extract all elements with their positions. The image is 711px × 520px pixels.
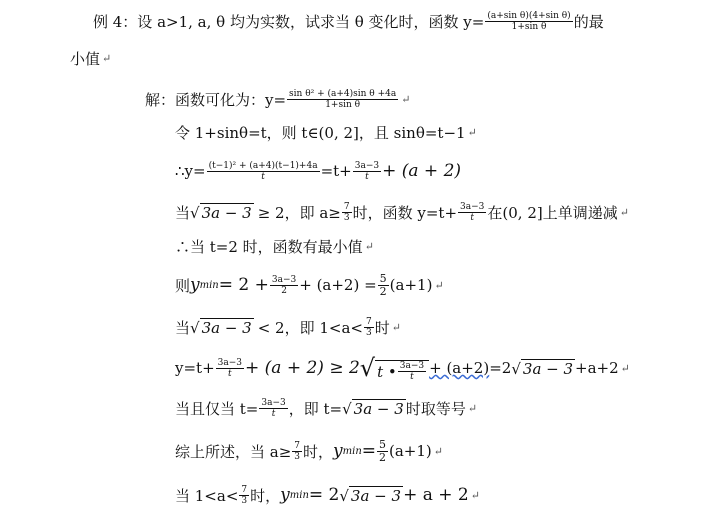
example-numerator: (a+sin θ)(4+sin θ)	[487, 10, 571, 21]
transform-numerator: (t−1)² + (a+4)(t−1)+4a	[208, 160, 318, 171]
sqrt-radicand: 3a − 3	[201, 318, 252, 337]
summary1-b: 时，	[303, 442, 334, 461]
fraction-numerator: 3a−3	[261, 397, 286, 408]
fraction-denominator: t	[228, 368, 232, 379]
transform-denominator-2: t	[365, 171, 369, 182]
condition-line-1	[175, 196, 629, 228]
fraction-numerator: 3a−3	[460, 201, 485, 212]
substitution-text: 令 1+sinθ=t，则 t∈(0, 2]，且 sinθ=t−1	[175, 123, 466, 142]
sqrt-radicand: 3a − 3	[201, 203, 252, 222]
solution-denominator: 1+sin θ	[325, 99, 361, 110]
summary2-d: + a + 2	[403, 485, 469, 505]
minimum-text: ∴当 t=2 时，函数有最小值	[175, 237, 363, 256]
fraction-numerator: 7	[366, 316, 372, 327]
sqrt-product-t: t •	[377, 362, 397, 381]
inequality-a: y=t+	[175, 359, 215, 377]
minimum-line	[175, 234, 374, 258]
transform-denominator: t	[261, 171, 265, 182]
condition2-b: < 2，即 1<a<	[257, 318, 363, 337]
seven-thirds-fraction	[342, 202, 352, 223]
equality-condition-line	[175, 392, 477, 424]
condition1-fraction	[458, 202, 486, 223]
ymin1-c: + (a+2) =	[299, 276, 377, 294]
fraction-numerator: 7	[241, 484, 248, 495]
sqrt-expression	[190, 203, 254, 222]
summary1-y: y	[333, 441, 343, 461]
paragraph-mark: ↵	[401, 92, 411, 106]
fraction-numerator: 5	[379, 437, 387, 451]
five-halves-fraction	[377, 439, 388, 464]
sqrt-product	[360, 354, 429, 382]
fraction-denominator: 3	[366, 327, 372, 338]
fraction-denominator: t	[470, 212, 475, 223]
example-fraction	[485, 11, 572, 32]
summary1-d: (a+1)	[389, 442, 432, 460]
seven-thirds-fraction	[239, 485, 249, 506]
fraction-denominator: 3	[343, 212, 350, 223]
sqrt-product-fraction	[398, 361, 426, 382]
sqrt-symbol: √	[359, 354, 376, 382]
fraction-numerator: 7	[343, 201, 350, 212]
ymin1-b: = 2 +	[218, 275, 269, 295]
summary2-y: y	[280, 485, 290, 505]
summary-line-1	[175, 434, 443, 468]
sqrt-radicand: 3a − 3	[522, 359, 574, 378]
seven-thirds-fraction	[292, 441, 302, 462]
substitution-line	[175, 120, 477, 144]
sqrt-expression	[190, 318, 254, 337]
paragraph-mark: ↵	[470, 488, 480, 502]
condition-line-2	[175, 312, 401, 342]
fraction-numerator: 7	[294, 440, 301, 451]
sqrt-symbol: √	[190, 203, 200, 222]
inequality-e: +a+2	[575, 359, 619, 377]
transform-numerator-2: 3a−3	[354, 160, 380, 171]
paragraph-mark: ↵	[433, 444, 443, 458]
equality-fraction	[259, 398, 287, 419]
paragraph-mark: ↵	[102, 51, 112, 65]
summary1-c: =	[361, 441, 377, 461]
ymin1-sub: min	[199, 279, 219, 291]
equality-b: ，即 t=	[288, 399, 343, 418]
condition1-a: 当	[175, 203, 191, 222]
condition1-b: ≥ 2，即 a≥	[257, 203, 341, 222]
fraction-denominator: 2	[379, 284, 387, 298]
example-tail: 的最	[573, 12, 604, 31]
sqrt-radicand: 3a − 3	[353, 399, 404, 418]
solution-numerator: sin θ² + (a+4)sin θ +4a	[289, 88, 397, 99]
example-lead: 例 4：设 a>1, a, θ 均为实数，试求当 θ 变化时，函数 y=	[93, 12, 485, 31]
summary2-b: 时，	[250, 486, 281, 505]
sqrt-expression	[339, 486, 403, 505]
paragraph-mark: ↵	[467, 125, 477, 139]
inequality-line	[175, 348, 630, 388]
paragraph-mark: ↵	[391, 320, 401, 334]
paragraph-mark: ↵	[467, 401, 478, 415]
sqrt-symbol: √	[342, 399, 352, 418]
paragraph-mark: ↵	[619, 205, 629, 219]
paragraph-mark: ↵	[364, 239, 374, 253]
summary1-sub: min	[342, 445, 362, 457]
solution-lead: 解：函数可化为：y=	[145, 90, 287, 109]
sqrt-expression	[342, 399, 406, 418]
sqrt-product-radicand	[375, 360, 429, 382]
example-line2-text: 小值	[70, 49, 101, 68]
summary1-a: 综上所述，当 a≥	[175, 442, 292, 461]
sqrt-symbol: √	[190, 318, 200, 337]
fraction-denominator: 3	[241, 495, 248, 506]
summary-line-2	[175, 478, 480, 512]
ymin-line-1	[175, 268, 444, 302]
inequality-b: + (a + 2) ≥ 2	[245, 358, 360, 378]
fraction-denominator: 3	[294, 451, 301, 462]
transform-fraction-2	[353, 161, 381, 182]
equality-a: 当且仅当 t=	[175, 399, 259, 418]
equality-c: 时取等号	[405, 399, 466, 418]
transform-mid: =t+	[320, 162, 352, 180]
ymin1-d: (a+1)	[389, 276, 433, 294]
example-line-2	[70, 46, 111, 70]
fraction-numerator: 3a−3	[217, 357, 242, 368]
condition2-c: 时	[374, 318, 390, 337]
fraction-denominator: 2	[379, 450, 387, 464]
condition2-a: 当	[175, 318, 191, 337]
sqrt-symbol: √	[511, 359, 521, 378]
ymin1-y: y	[190, 275, 200, 295]
five-halves-fraction	[378, 273, 389, 298]
fraction-numerator: 3a−3	[399, 361, 425, 371]
sqrt-expression	[511, 359, 575, 378]
transform-fraction	[207, 161, 320, 182]
fraction-denominator: 2	[281, 285, 287, 296]
transform-line	[175, 154, 461, 188]
solution-line	[145, 84, 410, 114]
transform-tail: + (a + 2)	[382, 161, 462, 181]
fraction-denominator: t	[410, 372, 414, 382]
condition1-c: 时，函数 y=t+	[352, 203, 458, 222]
fraction-numerator: 3a−3	[271, 274, 297, 285]
inequality-c: + (a+2)	[429, 359, 490, 377]
transform-prefix: ∴y=	[175, 162, 206, 180]
paragraph-mark: ↵	[434, 278, 444, 292]
summary2-sub: min	[289, 489, 309, 501]
ymin1-a: 则	[175, 276, 191, 295]
paragraph-mark: ↵	[620, 361, 630, 375]
solution-fraction	[287, 89, 398, 110]
seven-thirds-fraction	[364, 317, 374, 338]
summary2-a: 当 1<a<	[175, 486, 239, 505]
ymin1-fraction	[270, 275, 298, 296]
summary2-c: = 2	[308, 485, 340, 505]
inequality-d: =2	[489, 359, 512, 377]
sqrt-symbol: √	[339, 486, 349, 505]
fraction-numerator: 5	[379, 271, 387, 285]
example-denominator: 1+sin θ	[511, 21, 547, 32]
example-line-1	[93, 6, 604, 36]
inequality-fraction	[216, 358, 244, 379]
fraction-denominator: t	[271, 408, 276, 419]
condition1-d: 在(0, 2]上单调递减	[487, 203, 618, 222]
sqrt-radicand: 3a − 3	[350, 486, 402, 505]
